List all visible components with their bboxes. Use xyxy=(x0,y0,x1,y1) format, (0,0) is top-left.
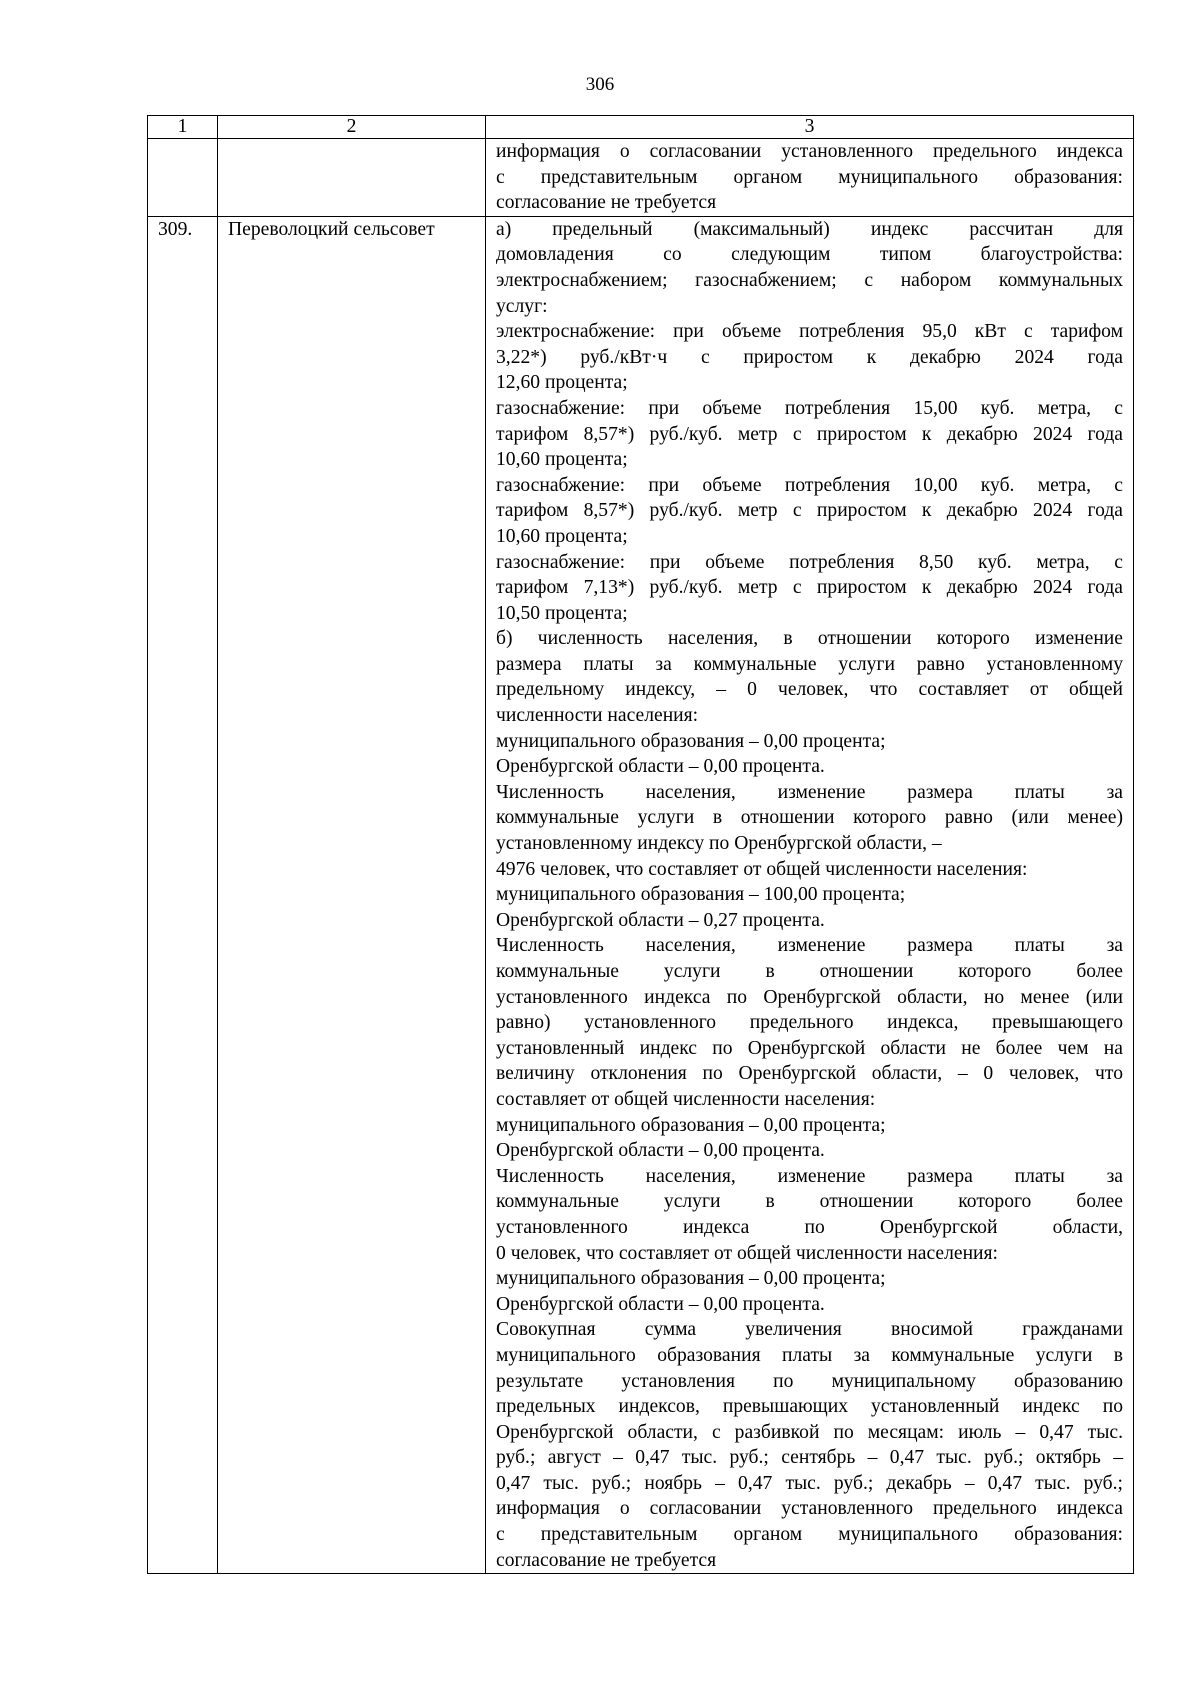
text-line: а) предельный (максимальный) индекс рассчитан для xyxy=(496,218,1123,240)
text-line: газоснабжение: при объеме потребления 8,50 куб. метра, с xyxy=(496,551,1123,573)
text-line: предельному индексу, – 0 человек, что составляет от общей xyxy=(496,679,1123,701)
text-line: информация о согласовании установленного предельного индекса xyxy=(496,141,1123,162)
text-line: коммунальные услуги в отношении которого равно (или менее) xyxy=(496,807,1123,829)
data-table xyxy=(147,115,1134,1574)
text-line: муниципального образования – 0,00 процента; xyxy=(496,730,886,752)
text-line: предельных индексов, превышающих установленный индекс по xyxy=(496,1396,1123,1418)
text-line: согласование не требуется xyxy=(496,192,717,214)
text-line: газоснабжение: при объеме потребления 15,00 куб. метра, с xyxy=(496,397,1123,419)
continuation-number-cell xyxy=(148,139,218,217)
text-line: Численность населения, изменение размера платы за xyxy=(496,781,1123,803)
text-line: тарифом 8,57*) руб./куб. метр с приростом к декабрю 2024 года xyxy=(496,500,1123,522)
text-line: Совокупная сумма увеличения вносимой гражданами xyxy=(496,1319,1123,1341)
text-line: 3,22*) руб./кВт·ч с приростом к декабрю 2024 года xyxy=(496,346,1123,368)
text-line: электроснабжением; газоснабжением; с набором коммунальных xyxy=(496,269,1123,291)
text-line: б) численность населения, в отношении которого изменение xyxy=(496,628,1123,650)
text-line: домовладения со следующим типом благоустройства: xyxy=(496,244,1123,266)
text-line: установленного индекса по Оренбургской области, xyxy=(496,1216,1123,1238)
row-number: 309. xyxy=(148,216,218,1573)
page-number: 306 xyxy=(585,74,615,95)
column-header-2: 2 xyxy=(218,116,486,139)
text-line: 0 человек, что составляет от общей численности населения: xyxy=(496,1242,999,1264)
text-line: газоснабжение: при объеме потребления 10,00 куб. метра, с xyxy=(496,474,1123,496)
table-row-continuation xyxy=(148,139,1134,217)
text-line: 10,60 процента; xyxy=(496,449,628,471)
text-line: установленный индекс по Оренбургской области не более чем на xyxy=(496,1037,1123,1059)
text-line: численности населения: xyxy=(496,705,699,727)
text-line: Оренбургской области – 0,27 процента. xyxy=(496,909,825,931)
text-line: руб.; август – 0,47 тыс. руб.; сентябрь – 0,47 тыс. руб.; октябрь – xyxy=(496,1447,1123,1469)
text-line: муниципального образования – 0,00 процента; xyxy=(496,1268,886,1290)
text-line: установленному индексу по Оренбургской области, – xyxy=(496,833,942,855)
text-line: Численность населения, изменение размера платы за xyxy=(496,935,1123,957)
text-line: коммунальные услуги в отношении которого более xyxy=(496,1191,1123,1213)
text-line: согласование не требуется xyxy=(496,1549,717,1571)
continuation-name-cell xyxy=(218,139,486,217)
table-header-row xyxy=(148,116,1134,139)
text-line: Оренбургской области – 0,00 процента. xyxy=(496,756,825,778)
text-line: с представительным органом муниципального образования: xyxy=(496,166,1123,188)
text-line: тарифом 7,13*) руб./куб. метр с приростом к декабрю 2024 года xyxy=(496,577,1123,599)
text-line: Численность населения, изменение размера платы за xyxy=(496,1165,1123,1187)
text-line: муниципального образования платы за коммунальные услуги в xyxy=(496,1344,1123,1366)
text-line: размера платы за коммунальные услуги равно установленному xyxy=(496,653,1123,675)
text-line: величину отклонения по Оренбургской области, – 0 человек, что xyxy=(496,1063,1123,1085)
text-line: Оренбургской области – 0,00 процента. xyxy=(496,1293,825,1315)
text-line: коммунальные услуги в отношении которого более xyxy=(496,961,1123,982)
text-line: электроснабжение: при объеме потребления 95,0 кВт с тарифом xyxy=(496,321,1123,343)
column-header-3: 3 xyxy=(486,116,1134,139)
text-line: Оренбургской области – 0,00 процента. xyxy=(496,1140,825,1162)
text-line: муниципального образования – 0,00 процента; xyxy=(496,1114,886,1136)
continuation-content-cell xyxy=(486,139,1134,217)
text-line: информация о согласовании установленного предельного индекса xyxy=(496,1498,1123,1520)
text-line: 4976 человек, что составляет от общей численности населения: xyxy=(496,858,1028,880)
text-line: с представительным органом муниципального образования: xyxy=(496,1524,1123,1546)
text-line: Оренбургской области, с разбивкой по месяцам: июль – 0,47 тыс. xyxy=(496,1421,1123,1443)
text-line: 0,47 тыс. руб.; ноябрь – 0,47 тыс. руб.; декабрь – 0,47 тыс. руб.; xyxy=(496,1472,1123,1494)
municipality-name: Переволоцкий сельсовет xyxy=(218,216,486,1573)
row-content-cell xyxy=(486,216,1134,1573)
text-line: 12,60 процента; xyxy=(496,372,628,394)
text-line: установленного индекса по Оренбургской области, но менее (или xyxy=(496,986,1123,1008)
text-line: 10,60 процента; xyxy=(496,525,628,547)
column-header-1: 1 xyxy=(148,116,218,139)
text-line: составляет от общей численности населения: xyxy=(496,1088,876,1110)
table-row-309 xyxy=(148,216,1134,1573)
text-line: услуг: xyxy=(496,295,548,317)
text-line: 10,50 процента; xyxy=(496,602,628,624)
text-line: равно) установленного предельного индекса, превышающего xyxy=(496,1012,1123,1034)
text-line: тарифом 8,57*) руб./куб. метр с приростом к декабрю 2024 года xyxy=(496,423,1123,445)
text-line: результате установления по муниципальному образованию xyxy=(496,1370,1123,1392)
text-line: муниципального образования – 100,00 процента; xyxy=(496,884,906,906)
